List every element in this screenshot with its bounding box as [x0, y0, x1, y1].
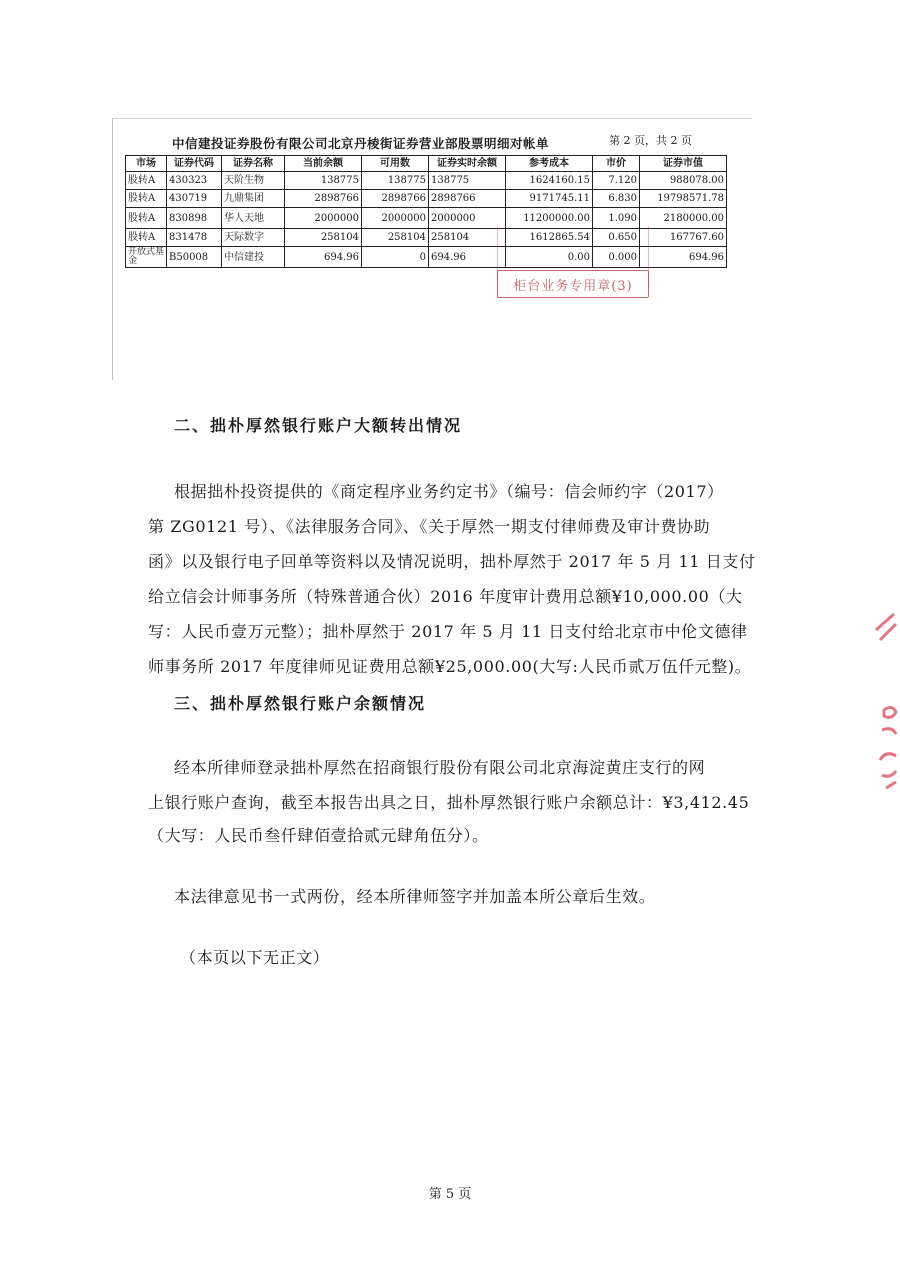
cell-market: 股转A: [126, 172, 167, 190]
cell-balance: 2000000: [285, 208, 362, 229]
statement-title: 中信建投证券股份有限公司北京丹棱街证券营业部股票明细对帐单: [172, 136, 550, 151]
section3-line: 上银行账户查询，截至本报告出具之日，拙朴厚然银行账户余额总计：¥3,412.45: [148, 793, 750, 812]
cell-value: 167767.60: [640, 229, 727, 247]
column-header: 可用数: [362, 156, 429, 172]
column-header: 市价: [593, 156, 640, 172]
scanned-statement: [112, 118, 752, 380]
page-number: 第 5 页: [428, 1187, 472, 1202]
cell-code: 430719: [167, 190, 222, 208]
column-header: 证券名称: [222, 156, 285, 172]
cell-code: 430323: [167, 172, 222, 190]
cell-name: 华人天地: [222, 208, 285, 229]
cell-value: 19798571.78: [640, 190, 727, 208]
cell-balance: 258104: [285, 229, 362, 247]
cell-price: 6.830: [593, 190, 640, 208]
cell-code: 830898: [167, 208, 222, 229]
column-header: 市场: [126, 156, 167, 172]
cell-price: 0.650: [593, 229, 640, 247]
table-header-row: [126, 156, 727, 172]
cell-price: 7.120: [593, 172, 640, 190]
cell-price: 0.000: [593, 247, 640, 268]
cell-balance: 2898766: [285, 190, 362, 208]
scan-border: [112, 118, 752, 119]
column-header: 证券市值: [640, 156, 727, 172]
cell-value: 988078.00: [640, 172, 727, 190]
margin-seal-fragment: [866, 610, 900, 800]
company-seal: [497, 270, 649, 298]
cell-realtime: 258104: [429, 229, 506, 247]
section3-line: 经本所律师登录拙朴厚然在招商银行股份有限公司北京海淀黄庄支行的网: [174, 758, 706, 777]
section2-line: 师事务所 2017 年度律师见证费用总额¥25,000.00(大写:人民币贰万伍仟元整)。: [148, 657, 752, 676]
column-header: 证券实时余额: [429, 156, 506, 172]
column-header: 证券代码: [167, 156, 222, 172]
cell-market: 开放式基金: [126, 247, 167, 268]
table-row: [126, 190, 727, 208]
section2-line: 给立信会计师事务所（特殊普通合伙）2016 年度审计费用总额¥10,000.00（大: [148, 587, 743, 606]
scan-border: [112, 118, 113, 380]
cell-name: 天阶生物: [222, 172, 285, 190]
section2-line: 函》以及银行电子回单等资料以及情况说明，拙朴厚然于 2017 年 5 月 11 日支付: [148, 552, 756, 571]
table-row: [126, 172, 727, 190]
cell-available: 0: [362, 247, 429, 268]
cell-available: 258104: [362, 229, 429, 247]
cell-balance: 694.96: [285, 247, 362, 268]
cell-price: 1.090: [593, 208, 640, 229]
seal-text: 柜台业务专用章(3): [513, 278, 633, 294]
cell-available: 138775: [362, 172, 429, 190]
cell-realtime: 694.96: [429, 247, 506, 268]
cell-cost: 0.00: [506, 247, 593, 268]
cell-realtime: 138775: [429, 172, 506, 190]
cell-market: 股转A: [126, 190, 167, 208]
cell-cost: 1624160.15: [506, 172, 593, 190]
section2-heading: 二、拙朴厚然银行账户大额转出情况: [174, 416, 463, 435]
section2-line: 写：人民币壹万元整）；拙朴厚然于 2017 年 5 月 11 日支付给北京市中伦文德律: [148, 622, 748, 641]
section2-line: 第 ZG0121 号）、《法律服务合同》、《关于厚然一期支付律师费及审计费协助: [148, 517, 711, 536]
section2-line: 根据拙朴投资提供的《商定程序业务约定书》（编号：信会师约字（2017）: [174, 482, 724, 501]
cell-cost: 9171745.11: [506, 190, 593, 208]
cell-value: 2180000.00: [640, 208, 727, 229]
column-header: 参考成本: [506, 156, 593, 172]
cell-market: 股转A: [126, 229, 167, 247]
cell-cost: 11200000.00: [506, 208, 593, 229]
cell-code: B50008: [167, 247, 222, 268]
cell-name: 天际数字: [222, 229, 285, 247]
no-further-text-note: （本页以下无正文）: [180, 948, 330, 967]
cell-cost: 1612865.54: [506, 229, 593, 247]
cell-realtime: 2000000: [429, 208, 506, 229]
cell-available: 2000000: [362, 208, 429, 229]
section3-line: （大写：人民币叁仟肆佰壹拾贰元肆角伍分）。: [148, 826, 489, 845]
cell-name: 中信建投: [222, 247, 285, 268]
cell-realtime: 2898766: [429, 190, 506, 208]
cell-available: 2898766: [362, 190, 429, 208]
section3-heading: 三、拙朴厚然银行账户余额情况: [174, 694, 427, 713]
cell-balance: 138775: [285, 172, 362, 190]
closing-statement: 本法律意见书一式两份，经本所律师签字并加盖本所公章后生效。: [174, 887, 656, 906]
column-header: 当前余额: [285, 156, 362, 172]
cell-code: 831478: [167, 229, 222, 247]
cell-market: 股转A: [126, 208, 167, 229]
cell-name: 九鼎集团: [222, 190, 285, 208]
cell-value: 694.96: [640, 247, 727, 268]
statement-page-info: 第 2 页，共 2 页: [609, 134, 692, 147]
